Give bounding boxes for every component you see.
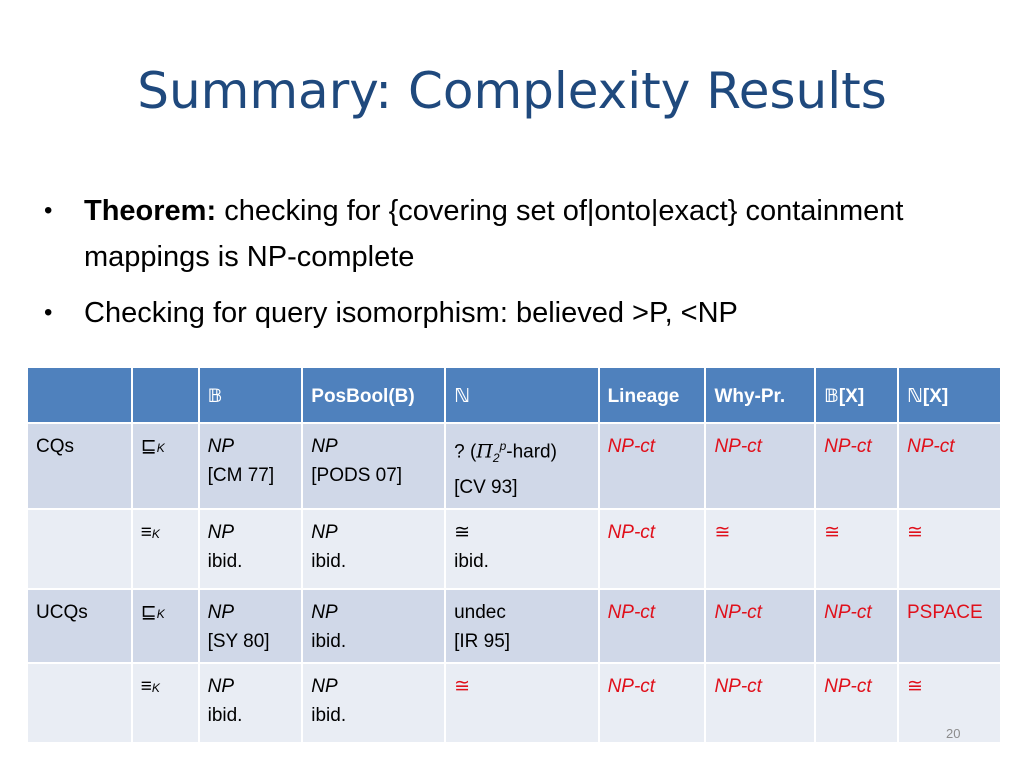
header-cell: 𝔹 (199, 367, 303, 423)
bullet-dot-icon: • (44, 299, 53, 326)
header-cell (132, 367, 199, 423)
header-cell: ℕ[X] (898, 367, 1001, 423)
relation-cell: ≡K (132, 509, 199, 589)
table-cell: NP [CM 77] (199, 423, 303, 509)
table-row (27, 589, 1001, 663)
table-cell: PSPACE (898, 589, 1001, 663)
table-cell: ≅ (815, 509, 898, 589)
table-cell: NP-ct (705, 589, 815, 663)
header-cell: ℕ (445, 367, 598, 423)
table-cell: ≅ (898, 509, 1001, 589)
header-cell: PosBool(B) (302, 367, 445, 423)
bullet-bold: Theorem: (84, 195, 217, 227)
table-row (27, 663, 1001, 743)
table-row (27, 423, 1001, 509)
table-cell: NP ibid. (302, 589, 445, 663)
table-cell: ≅ (705, 509, 815, 589)
table-cell: NP ibid. (199, 509, 303, 589)
bullet-text: checking for {covering set of|onto|exact} containment mappings is NP-complete (84, 195, 904, 273)
header-cell (27, 367, 132, 423)
table-cell: NP ibid. (302, 663, 445, 743)
table-cell: NP-ct (898, 423, 1001, 509)
table-cell: NP ibid. (199, 663, 303, 743)
table-cell: ≅ (445, 663, 598, 743)
table-cell: NP-ct (815, 589, 898, 663)
relation-cell: ≡K (132, 663, 199, 743)
table-cell: NP-ct (599, 423, 706, 509)
table-header-row (27, 367, 1001, 423)
relation-cell: ⊑K (132, 423, 199, 509)
relation-cell: ⊑K (132, 589, 199, 663)
table-cell: NP-ct (705, 423, 815, 509)
table-cell: NP [PODS 07] (302, 423, 445, 509)
table-cell: undec [IR 95] (445, 589, 598, 663)
table-cell: NP-ct (815, 663, 898, 743)
table-cell: NP-ct (599, 589, 706, 663)
bullet-dot-icon: • (44, 197, 53, 224)
row-label (27, 663, 132, 743)
slide-title: Summary: Complexity Results (137, 62, 887, 120)
table-cell: NP ibid. (302, 509, 445, 589)
table-cell: NP-ct (815, 423, 898, 509)
table-cell: NP [SY 80] (199, 589, 303, 663)
bullet-list (44, 188, 984, 346)
header-cell: Why-Pr. (705, 367, 815, 423)
table-cell: NP-ct (599, 663, 706, 743)
table-cell: ≅ ibid. (445, 509, 598, 589)
bullet-item (44, 188, 984, 280)
bullet-text: Checking for query isomorphism: believed >P, <NP (84, 297, 738, 329)
table-cell: ≅ (898, 663, 1001, 743)
bullet-item (44, 290, 984, 336)
table-cell: NP-ct (705, 663, 815, 743)
table-cell: ? $(\Pi_2^p-hard)$ [CV 93] (445, 423, 598, 509)
page-number: 20 (946, 726, 961, 741)
header-cell: 𝔹[X] (815, 367, 898, 423)
table-cell: NP-ct (599, 509, 706, 589)
row-label: UCQs (27, 589, 132, 663)
complexity-table (26, 366, 1002, 744)
row-label (27, 509, 132, 589)
header-cell: Lineage (599, 367, 706, 423)
table-row (27, 509, 1001, 589)
row-label: CQs (27, 423, 132, 509)
